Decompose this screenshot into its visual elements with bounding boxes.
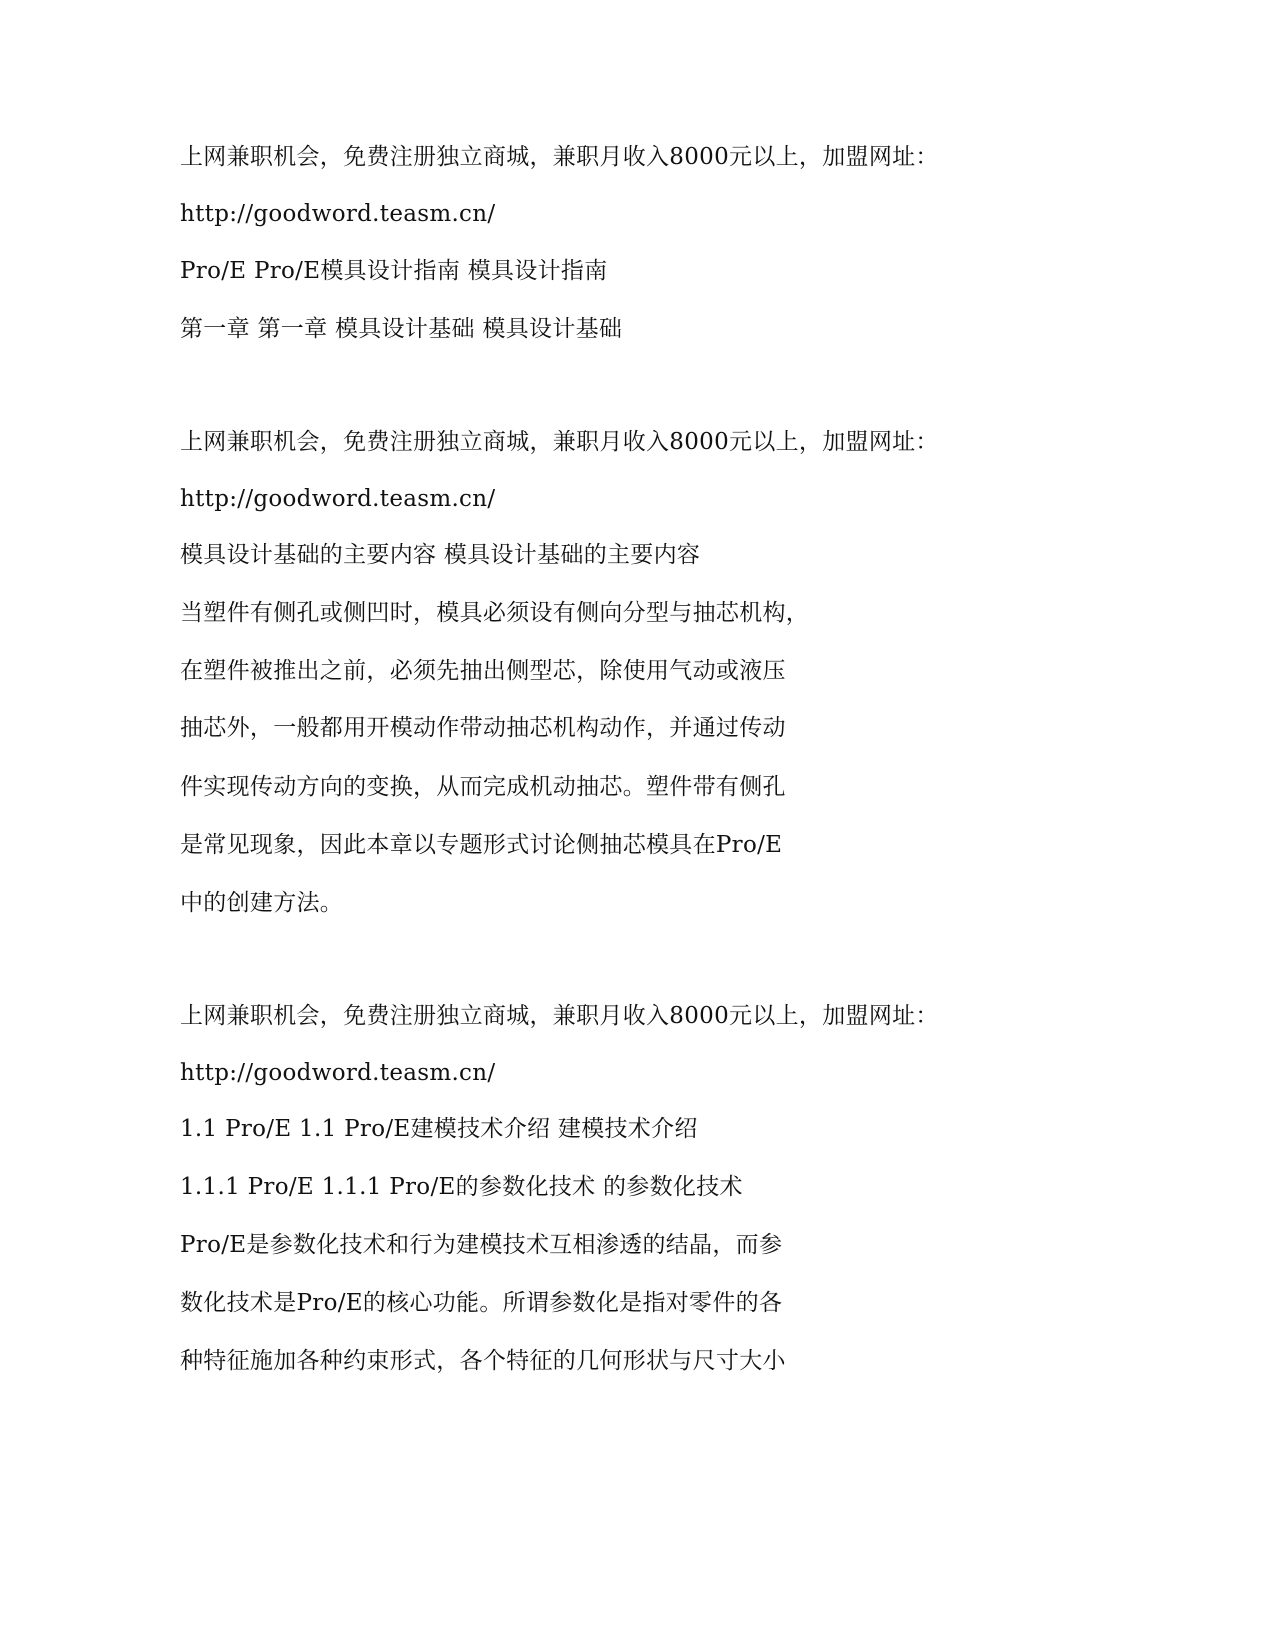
ad-line: 上网兼职机会，免费注册独立商城，兼职月收入8000元以上，加盟网址： [180, 429, 939, 455]
section-heading: 模具设计基础的主要内容 模具设计基础的主要内容 [180, 542, 701, 568]
chapter-title: 第一章 第一章 模具设计基础 模具设计基础 [180, 316, 623, 342]
body-text-line: 抽芯外，一般都用开模动作带动抽芯机构动作，并通过传动 [180, 715, 786, 741]
body-text-line: 当塑件有侧孔或侧凹时，模具必须设有侧向分型与抽芯机构， [180, 600, 810, 626]
section-heading: 1.1 Pro/E 1.1 Pro/E建模技术介绍 建模技术介绍 [180, 1116, 698, 1142]
subsection-heading: 1.1.1 Pro/E 1.1.1 Pro/E的参数化技术 的参数化技术 [180, 1174, 743, 1200]
body-text-line: 中的创建方法。 [180, 890, 344, 916]
body-text-line: Pro/E是参数化技术和行为建模技术互相渗透的结晶，而参 [180, 1232, 783, 1258]
book-title: Pro/E Pro/E模具设计指南 模具设计指南 [180, 258, 608, 284]
ad-url: http://goodword.teasm.cn/ [180, 1060, 496, 1086]
body-text-line: 是常见现象，因此本章以专题形式讨论侧抽芯模具在Pro/E [180, 832, 783, 858]
body-text-line: 件实现传动方向的变换，从而完成机动抽芯。塑件带有侧孔 [180, 774, 786, 800]
body-text-line: 种特征施加各种约束形式，各个特征的几何形状与尺寸大小 [180, 1348, 786, 1374]
body-text-line: 在塑件被推出之前，必须先抽出侧型芯，除使用气动或液压 [180, 658, 786, 684]
ad-url: http://goodword.teasm.cn/ [180, 201, 496, 227]
body-text-line: 数化技术是Pro/E的核心功能。所谓参数化是指对零件的各 [180, 1290, 783, 1316]
ad-line: 上网兼职机会，免费注册独立商城，兼职月收入8000元以上，加盟网址： [180, 1003, 939, 1029]
ad-line: 上网兼职机会，免费注册独立商城，兼职月收入8000元以上，加盟网址： [180, 144, 939, 170]
ad-url: http://goodword.teasm.cn/ [180, 486, 496, 512]
